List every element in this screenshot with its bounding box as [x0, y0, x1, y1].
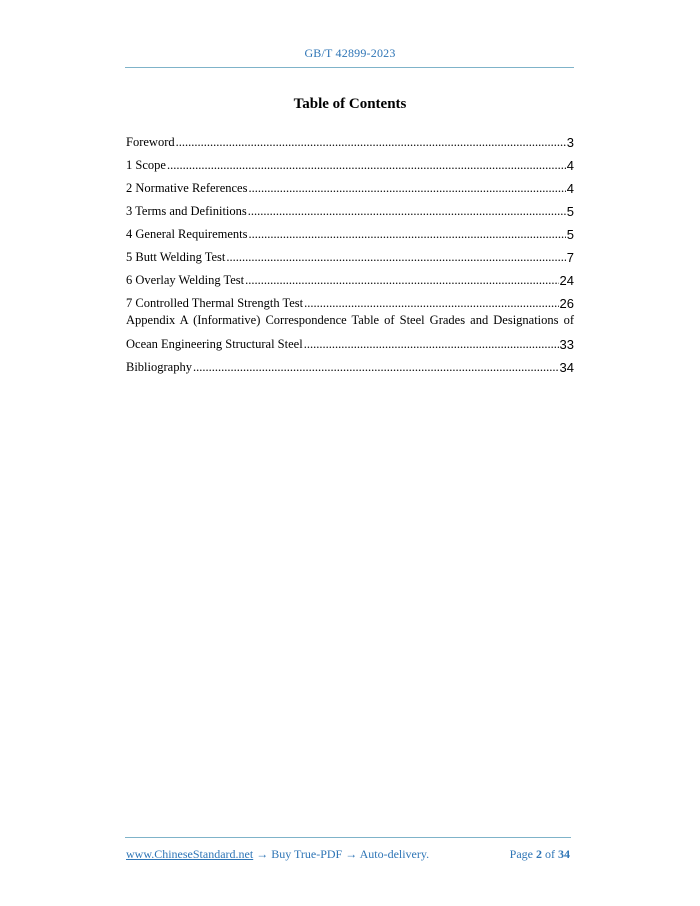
header-divider	[125, 67, 574, 68]
toc-entry-page: 5	[566, 204, 574, 219]
toc-entry-title: 5 Butt Welding Test	[126, 250, 226, 264]
dot-leader	[226, 249, 565, 266]
footer-promo	[126, 847, 429, 862]
toc-entry-page: 5	[566, 227, 574, 242]
toc-entry-title-line-2-row	[126, 330, 574, 353]
toc-entry-scope[interactable]	[126, 151, 574, 174]
toc-entry-normative-references[interactable]	[126, 174, 574, 197]
page-number	[510, 847, 570, 862]
toc-entry-appendix-a[interactable]	[126, 312, 574, 353]
dot-leader	[248, 180, 565, 197]
toc-title: Table of Contents	[293, 96, 407, 112]
of-label: of	[545, 847, 555, 861]
running-header: GB/T 42899-2023	[304, 46, 396, 60]
page-footer	[126, 847, 570, 863]
toc-entry-general-requirements[interactable]	[126, 220, 574, 243]
toc-entry-page: 3	[566, 135, 574, 150]
current-page-number: 2	[536, 847, 542, 861]
dot-leader	[167, 157, 566, 174]
dot-leader	[248, 226, 565, 243]
dot-leader	[304, 295, 558, 312]
toc-entry-butt-welding-test[interactable]	[126, 243, 574, 266]
page-label: Page	[509, 847, 533, 861]
total-pages-number: 34	[558, 847, 570, 861]
toc-entry-overlay-welding-test[interactable]	[126, 266, 574, 289]
dot-leader	[245, 272, 558, 289]
toc-entry-title-line-1: Appendix A (Informative) Correspondence Table of Steel Grades and Designations of	[126, 313, 574, 327]
toc-entry-bibliography[interactable]	[126, 353, 574, 376]
toc-entry-title: 6 Overlay Welding Test	[126, 273, 245, 287]
footer-tagline: → Buy True-PDF → Auto-delivery.	[253, 847, 430, 861]
table-of-contents	[126, 128, 574, 376]
toc-entry-title: 7 Controlled Thermal Strength Test	[126, 296, 304, 310]
website-link[interactable]: www.ChineseStandard.net	[126, 847, 254, 861]
toc-entry-title: 1 Scope	[126, 158, 166, 172]
toc-entry-page: 26	[559, 296, 574, 311]
toc-entry-title-line-2: Ocean Engineering Structural Steel	[126, 337, 303, 351]
toc-entry-page: 34	[559, 360, 574, 375]
toc-entry-controlled-thermal-strength-test[interactable]	[126, 289, 574, 312]
dot-leader	[176, 134, 566, 151]
toc-entry-page: 24	[559, 273, 574, 288]
toc-entry-title: 3 Terms and Definitions	[126, 204, 247, 218]
dot-leader	[193, 359, 559, 376]
toc-entry-terms-and-definitions[interactable]	[126, 197, 574, 220]
footer-divider	[125, 837, 571, 838]
dot-leader	[304, 336, 559, 353]
toc-entry-page: 7	[566, 250, 574, 265]
toc-entry-page: 4	[566, 158, 574, 173]
dot-leader	[248, 203, 566, 220]
toc-entry-title: 4 General Requirements	[126, 227, 248, 241]
toc-entry-page: 33	[559, 337, 574, 352]
toc-entry-page: 4	[566, 181, 574, 196]
toc-entry-foreword[interactable]	[126, 128, 574, 151]
toc-entry-title: Bibliography	[126, 360, 192, 374]
toc-entry-title: Foreword	[126, 135, 175, 149]
toc-entry-title: 2 Normative References	[126, 181, 248, 195]
